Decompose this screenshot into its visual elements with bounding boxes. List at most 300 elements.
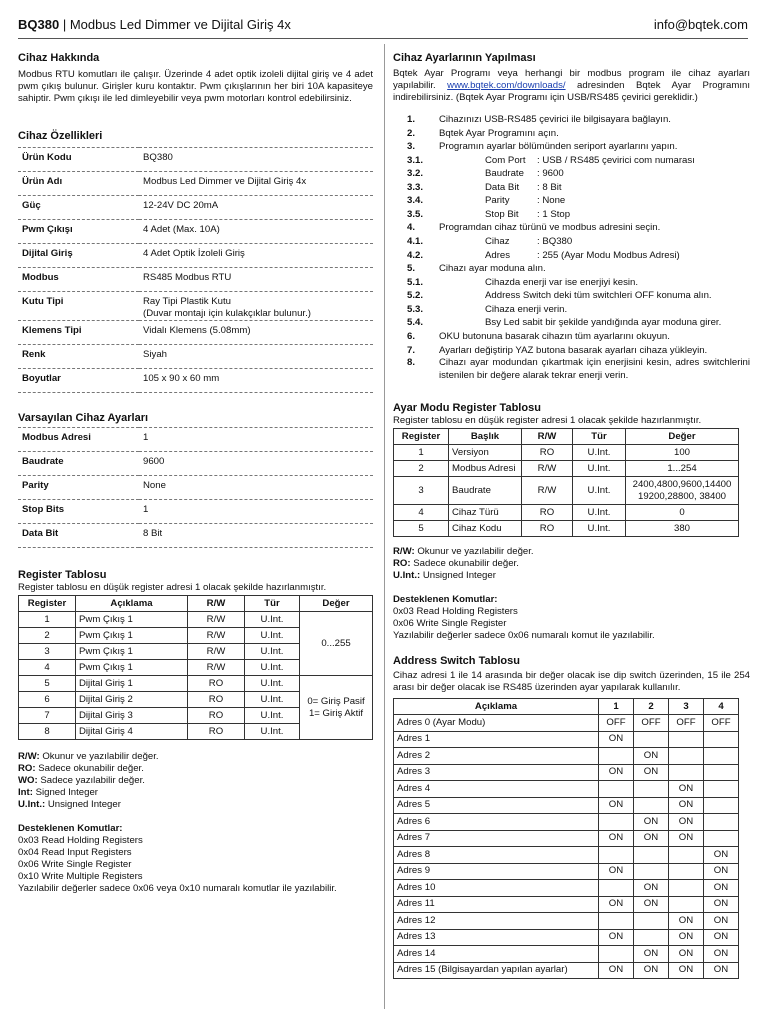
register-value-input: [300, 676, 373, 740]
step-3: 3. Programın ayarlar bölümünden seriport ayarlarını yapın.: [407, 141, 678, 152]
step-5: 5. Cihazı ayar moduna alın.: [407, 263, 546, 275]
switch-state: ON: [599, 764, 634, 781]
register-rw: R/W: [188, 612, 245, 628]
switch-state: ON: [704, 913, 739, 930]
register-rw: R/W: [188, 660, 245, 676]
register-value: [626, 445, 739, 461]
register-type: U.Int.: [573, 461, 626, 477]
register-rw: RO: [522, 445, 573, 461]
value-line: 0: [679, 506, 685, 518]
contact-email: info@bqtek.com: [653, 17, 748, 32]
register-subtitle: Register tablosu en düşük register adresi 1 olacak şekilde hazırlanmıştır.: [18, 582, 327, 593]
command-item: 0x03 Read Holding Registers: [18, 835, 143, 846]
sub-step-text: Cihazda enerji var ise enerjiyi kesin.: [485, 276, 639, 288]
switch-state: ON: [599, 797, 634, 814]
switch-state: [669, 896, 704, 913]
switch-state: ON: [599, 731, 634, 748]
table-row: [394, 521, 739, 537]
switch-state: OFF: [634, 715, 669, 732]
spec-value: [139, 220, 373, 244]
register-type: U.Int.: [573, 505, 626, 521]
spec-value: [139, 321, 373, 345]
spec-key: Parity: [18, 476, 139, 500]
switch-state: [599, 748, 634, 765]
table-row: [19, 612, 373, 628]
table-row: [394, 929, 739, 946]
sub-step-text: Bsy Led sabit bir şekilde yandığında ayar moduna girer.: [485, 317, 722, 329]
switch-state: [634, 731, 669, 748]
switch-state: ON: [669, 946, 704, 963]
sub-step-number: 5.3.: [407, 303, 424, 315]
about-heading: Cihaz Hakkında: [18, 52, 100, 64]
table-row: [394, 731, 739, 748]
legend-item: [393, 558, 750, 570]
switch-state: [704, 781, 739, 798]
spec-key: Renk: [18, 345, 139, 369]
switch-state: ON: [634, 764, 669, 781]
command-item: 0x03 Read Holding Registers: [393, 606, 518, 618]
sub-step: [393, 208, 750, 222]
col-description: Açıklama: [394, 699, 599, 715]
spec-key: Pwm Çıkışı: [18, 220, 139, 244]
legend-desc: Okunur ve yazılabilir değer.: [414, 546, 534, 558]
spec-row: [18, 524, 373, 548]
column-divider: [384, 44, 385, 1009]
register-title: Baudrate: [449, 477, 522, 505]
switch-state: [669, 863, 704, 880]
legend-term: WO:: [18, 775, 38, 786]
register-number: 7: [19, 708, 76, 724]
spec-value-line: None: [143, 480, 166, 491]
switch-state: [704, 731, 739, 748]
table-row: [394, 797, 739, 814]
col-rw: R/W: [188, 596, 245, 612]
register-number: 1: [394, 445, 449, 461]
address-description: Adres 8: [394, 847, 599, 864]
sub-step-number: 5.2.: [407, 290, 424, 302]
switch-state: ON: [669, 814, 704, 831]
register-number: 5: [394, 521, 449, 537]
switch-state: [669, 764, 704, 781]
col-value: Değer: [300, 596, 373, 612]
register-table: [18, 595, 373, 740]
switch-state: OFF: [599, 715, 634, 732]
product-code: BQ380: [18, 17, 60, 32]
table-row: [19, 676, 373, 692]
spec-value-line: Siyah: [143, 349, 167, 360]
spec-value-line: (Duvar montajı için kulakçıklar bulunur.): [143, 308, 311, 319]
register-number: 2: [394, 461, 449, 477]
spec-key: Klemens Tipi: [18, 321, 139, 345]
col-rw: R/W: [522, 429, 573, 445]
register-value: [626, 477, 739, 505]
spec-key: Modbus: [18, 268, 139, 292]
switch-state: [634, 847, 669, 864]
sub-step: [393, 249, 750, 263]
spec-key: Güç: [18, 196, 139, 220]
spec-key: Stop Bits: [18, 500, 139, 524]
col-type: Tür: [245, 596, 300, 612]
register-value-pwm: 0...255: [300, 612, 373, 676]
switch-state: [599, 946, 634, 963]
switch-state: ON: [669, 830, 704, 847]
switch-state: ON: [634, 830, 669, 847]
legend-desc: Unsigned Integer: [45, 799, 121, 810]
switch-state: [599, 880, 634, 897]
register-type: U.Int.: [245, 708, 300, 724]
spec-row: [18, 196, 373, 220]
switch-state: [599, 847, 634, 864]
sub-step: [393, 303, 750, 317]
sub-step-number: 5.4.: [407, 317, 424, 329]
col-title: Başlık: [449, 429, 522, 445]
spec-row: [18, 369, 373, 393]
col-register: Register: [394, 429, 449, 445]
setmode-subtitle: Register tablosu en düşük register adresi 1 olacak şekilde hazırlanmıştır.: [393, 415, 702, 427]
switch-state: ON: [634, 896, 669, 913]
legend-term: Int:: [18, 787, 33, 798]
register-rw: RO: [522, 521, 573, 537]
step-6: 6. OKU butonuna basarak cihazın tüm ayarlarını okuyun.: [407, 331, 670, 343]
switch-state: OFF: [704, 715, 739, 732]
legend-desc: Okunur ve yazılabilir değer.: [39, 751, 159, 762]
spec-row: [18, 292, 373, 321]
register-number: 3: [394, 477, 449, 505]
spec-value: [139, 452, 373, 476]
register-type: U.Int.: [573, 521, 626, 537]
sub-step-key: Com Port: [485, 154, 526, 166]
spec-value-line: 1: [143, 432, 149, 443]
address-description: Adres 14: [394, 946, 599, 963]
switch-state: ON: [669, 962, 704, 979]
switch-state: [599, 913, 634, 930]
switch-state: ON: [704, 929, 739, 946]
sub-step-number: 3.2.: [407, 168, 424, 180]
spec-key: Ürün Adı: [18, 172, 139, 196]
register-number: 6: [19, 692, 76, 708]
switch-state: ON: [669, 913, 704, 930]
sub-step-number: 5.1.: [407, 276, 424, 288]
switch-state: [669, 748, 704, 765]
legend-desc: Sadece okunabilir değer.: [35, 763, 144, 774]
header-divider: [18, 38, 748, 39]
table-row: [394, 781, 739, 798]
switch-state: [669, 880, 704, 897]
step-4: 4. Programdan cihaz türünü ve modbus adresini seçin.: [407, 222, 661, 234]
sub-step-key: Adres: [485, 249, 511, 261]
register-value: [626, 461, 739, 477]
table-row: [394, 461, 739, 477]
step-5-sub: [393, 276, 750, 330]
spec-value-line: 9600: [143, 456, 165, 467]
register-description: Pwm Çıkış 1: [76, 612, 188, 628]
spec-row: [18, 220, 373, 244]
legend-item: [393, 570, 750, 582]
legend-item: [393, 546, 750, 558]
sub-step: [393, 316, 750, 330]
register-value: [626, 521, 739, 537]
address-description: Adres 7: [394, 830, 599, 847]
sub-step-number: 4.2.: [407, 249, 424, 261]
sub-step-key: Cihaz: [485, 235, 510, 247]
switch-state: ON: [634, 946, 669, 963]
spec-value: [139, 524, 373, 548]
spec-value: [139, 476, 373, 500]
address-description: Adres 2: [394, 748, 599, 765]
switch-state: ON: [669, 797, 704, 814]
page-header: [18, 17, 748, 33]
table-row: [394, 913, 739, 930]
about-text: Modbus RTU komutları ile çalışır. Üzerinde 4 adet optik izoleli dijital giriş ve 4 adet pwm çıkış bulunur. Girişler kuru kontaktır. Pwm çıkışlarının her biri 10A kapasiteye sahiptir. Pwm çıkışı ile led dimleyebilir veya pwm motorları kontrol edebilirsiniz.: [18, 69, 373, 104]
register-header-row: [19, 596, 373, 612]
table-row: [394, 715, 739, 732]
spec-value: [139, 196, 373, 220]
col-switch-3: 3: [669, 699, 704, 715]
spec-value: [139, 148, 373, 172]
step-7: 7. Ayarları değiştirip YAZ butona basarak ayarları cihaza yükleyin.: [407, 344, 708, 356]
setup-intro: Bqtek Ayar Programı veya herhangi bir modbus program ile cihaz ayarları yapılabilir. www.bqtek.com/downloads/ adresinden Bqtek Ayar Programını indirebilirsiniz. (Bqtek Ayar Programı için USB/RS485 çevirici gereklidir.): [393, 68, 750, 103]
register-title: Cihaz Kodu: [449, 521, 522, 537]
switch-state: ON: [669, 929, 704, 946]
commands-left: [18, 823, 373, 895]
spec-row: [18, 428, 373, 452]
spec-row: [18, 172, 373, 196]
register-rw: RO: [188, 708, 245, 724]
sub-step: [393, 235, 750, 249]
register-title: Cihaz Türü: [449, 505, 522, 521]
command-item: 0x06 Write Single Register: [18, 859, 132, 870]
sub-step-value: : None: [537, 195, 566, 207]
address-description: Adres 12: [394, 913, 599, 930]
table-row: [394, 764, 739, 781]
spec-row: [18, 268, 373, 292]
table-row: [394, 847, 739, 864]
sub-step-value: : 9600: [537, 168, 564, 180]
switch-state: [599, 781, 634, 798]
legend-term: RO:: [393, 558, 411, 570]
table-row: [394, 863, 739, 880]
sub-step-key: Baudrate: [485, 168, 524, 180]
sub-step-number: 3.4.: [407, 195, 424, 207]
right-column: [393, 50, 750, 979]
switch-state: [704, 814, 739, 831]
spec-value-line: 105 x 90 x 60 mm: [143, 373, 220, 384]
address-description: Adres 13: [394, 929, 599, 946]
spec-value: [139, 244, 373, 268]
sub-step: [393, 289, 750, 303]
register-description: Dijital Giriş 1: [76, 676, 188, 692]
table-row: [394, 814, 739, 831]
switch-state: ON: [704, 847, 739, 864]
col-switch-2: 2: [634, 699, 669, 715]
legend-term: RO:: [18, 763, 36, 774]
table-row: [394, 946, 739, 963]
switch-state: [599, 814, 634, 831]
step-8: 8. Cihazı ayar modundan çıkartmak için enerjisini kesin, adres switchlerini istenilen bir değere alarak tekrar enerji verin.: [407, 357, 750, 381]
sub-step-text: Address Switch deki tüm switchleri OFF konuma alın.: [485, 290, 712, 302]
command-item: 0x10 Write Multiple Registers: [18, 871, 143, 882]
register-description: Pwm Çıkış 1: [76, 660, 188, 676]
spec-row: [18, 244, 373, 268]
table-row: [394, 880, 739, 897]
sub-step: [393, 194, 750, 208]
register-type: U.Int.: [245, 676, 300, 692]
address-description: Adres 5: [394, 797, 599, 814]
register-rw: R/W: [188, 644, 245, 660]
sub-step-number: 3.1.: [407, 154, 424, 166]
spec-value-line: Modbus Led Dimmer ve Dijital Giriş 4x: [143, 176, 307, 187]
spec-value-line: 8 Bit: [143, 528, 163, 539]
table-row: [394, 445, 739, 461]
address-description: Adres 9: [394, 863, 599, 880]
legend-item: [18, 775, 373, 787]
spec-value-line: Vidalı Klemens (5.08mm): [143, 325, 251, 336]
spec-value: [139, 172, 373, 196]
legend-right: [393, 546, 750, 582]
col-type: Tür: [573, 429, 626, 445]
switch-state: ON: [704, 946, 739, 963]
spec-row: [18, 321, 373, 345]
legend-item: [18, 787, 373, 799]
features-heading: Cihaz Özellikleri: [18, 130, 103, 142]
setmode-header-row: [394, 429, 739, 445]
switch-state: ON: [599, 962, 634, 979]
switch-state: [669, 731, 704, 748]
spec-key: Ürün Kodu: [18, 148, 139, 172]
legend-item: [18, 799, 373, 811]
setup-steps: [393, 113, 750, 382]
address-description: Adres 1: [394, 731, 599, 748]
switch-state: [669, 847, 704, 864]
address-description: Adres 6: [394, 814, 599, 831]
table-row: [394, 962, 739, 979]
register-type: U.Int.: [245, 628, 300, 644]
sub-step: [393, 276, 750, 290]
register-number: 2: [19, 628, 76, 644]
register-number: 3: [19, 644, 76, 660]
switch-state: [704, 748, 739, 765]
setmode-heading: Ayar Modu Register Tablosu: [393, 402, 541, 415]
spec-value-line: BQ380: [143, 152, 173, 163]
sub-step-value: : 255 (Ayar Modu Modbus Adresi): [537, 249, 680, 261]
switch-header-row: [394, 699, 739, 715]
switch-state: [634, 781, 669, 798]
commands-right-note: Yazılabilir değerler sadece 0x06 numaralı komut ile yazılabilir.: [393, 630, 655, 642]
spec-key: Kutu Tipi: [18, 292, 139, 321]
table-row: [394, 830, 739, 847]
spec-row: [18, 345, 373, 369]
register-description: Pwm Çıkış 1: [76, 644, 188, 660]
switch-state: ON: [599, 830, 634, 847]
col-description: Açıklama: [76, 596, 188, 612]
spec-value: [139, 500, 373, 524]
register-type: U.Int.: [245, 612, 300, 628]
legend-desc: Unsigned Integer: [420, 570, 496, 582]
commands-right-heading: Desteklenen Komutlar:: [393, 594, 498, 606]
legend-term: U.Int.:: [18, 799, 46, 810]
legend-item: [18, 763, 373, 775]
register-type: U.Int.: [245, 692, 300, 708]
defaults-heading: Varsayılan Cihaz Ayarları: [18, 412, 149, 424]
switch-state: [704, 797, 739, 814]
sub-step-value: : BQ380: [537, 235, 573, 247]
address-description: Adres 10: [394, 880, 599, 897]
address-description: Adres 15 (Bilgisayardan yapılan ayarlar): [394, 962, 599, 979]
command-item: 0x06 Write Single Register: [393, 618, 507, 630]
spec-value-line: Ray Tipi Plastik Kutu: [143, 296, 231, 307]
sub-step-text: Cihaza enerji verin.: [485, 303, 568, 315]
register-description: Dijital Giriş 3: [76, 708, 188, 724]
register-rw: R/W: [188, 628, 245, 644]
spec-value-line: 1: [143, 504, 149, 515]
switch-state: ON: [634, 880, 669, 897]
product-title: Modbus Led Dimmer ve Dijital Giriş 4x: [69, 17, 291, 32]
value-line: 1= Giriş Aktif: [308, 707, 364, 719]
value-line: 380: [673, 522, 690, 534]
switch-state: [634, 797, 669, 814]
col-switch-1: 1: [599, 699, 634, 715]
register-rw: RO: [522, 505, 573, 521]
spec-value: [139, 292, 373, 321]
spec-value: [139, 369, 373, 393]
sub-step: [393, 154, 750, 168]
switch-state: ON: [599, 863, 634, 880]
register-rw: RO: [188, 676, 245, 692]
sub-step-value: : 8 Bit: [537, 181, 562, 193]
legend-item: [18, 751, 373, 763]
command-item: 0x04 Read Input Registers: [18, 847, 132, 858]
spec-value-line: RS485 Modbus RTU: [143, 272, 232, 283]
switch-state: OFF: [669, 715, 704, 732]
step-3-sub: [393, 154, 750, 222]
spec-value: [139, 428, 373, 452]
register-rw: RO: [188, 724, 245, 740]
switch-state: [634, 929, 669, 946]
col-value: Değer: [626, 429, 739, 445]
switch-state: ON: [704, 880, 739, 897]
legend-desc: Sadece okunabilir değer.: [410, 558, 519, 570]
downloads-link[interactable]: www.bqtek.com/downloads/: [447, 80, 566, 91]
switch-state: ON: [634, 814, 669, 831]
spec-key: Boyutlar: [18, 369, 139, 393]
switch-state: [634, 863, 669, 880]
switch-state: ON: [599, 896, 634, 913]
title-separator: |: [59, 17, 70, 32]
switch-state: ON: [599, 929, 634, 946]
left-column: [18, 50, 373, 895]
register-number: 4: [394, 505, 449, 521]
address-description: Adres 11: [394, 896, 599, 913]
switch-state: [634, 913, 669, 930]
register-type: U.Int.: [573, 445, 626, 461]
setup-heading: Cihaz Ayarlarının Yapılması: [393, 52, 536, 64]
sub-step-number: 4.1.: [407, 235, 424, 247]
spec-row: [18, 452, 373, 476]
switch-state: [704, 830, 739, 847]
features-table: [18, 147, 373, 393]
sub-step-key: Parity: [485, 195, 510, 207]
col-register: Register: [19, 596, 76, 612]
spec-value-line: 12-24V DC 20mA: [143, 200, 219, 211]
sub-step-value: : USB / RS485 çevirici com numarası: [537, 154, 695, 166]
register-value: [626, 505, 739, 521]
switch-state: ON: [704, 962, 739, 979]
sub-step-number: 3.5.: [407, 208, 424, 220]
setmode-table: [393, 428, 739, 537]
switch-state: ON: [704, 896, 739, 913]
address-description: Adres 4: [394, 781, 599, 798]
value-line: 0= Giriş Pasif: [307, 695, 365, 707]
